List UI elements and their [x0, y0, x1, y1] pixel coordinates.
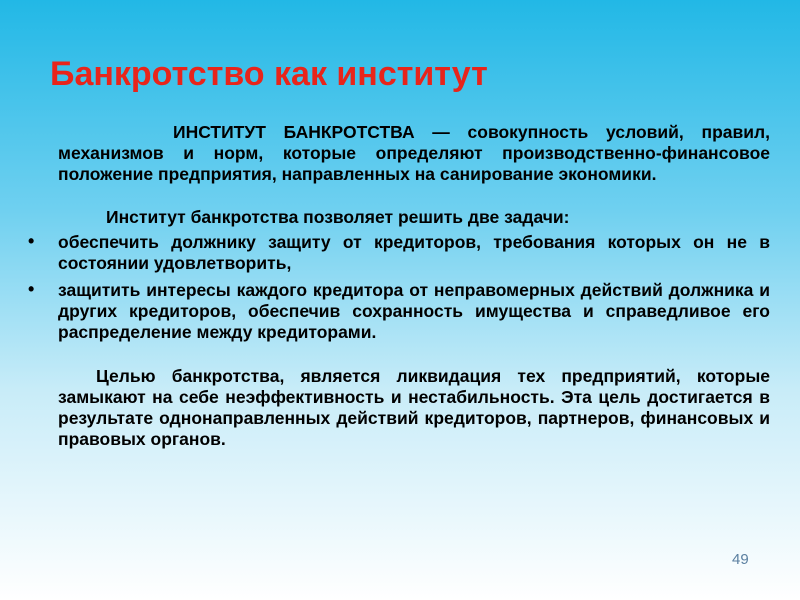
goal-paragraph: Целью банкротства, является ликвидация тех предприятий, которые замыкают на себе неэффективность и нестабильность. Эта цель достигается в результате однонаправленных действий кредиторов, партнеров, финансовых и правовых органов. [58, 366, 770, 449]
slide-title: Банкротство как институт [50, 55, 488, 93]
definition-paragraph: ИНСТИТУТ БАНКРОТСТВА — совокупность условий, правил, механизмов и норм, которые определяют производственно-финансовое положение предприятия, направленных на санирование экономики. [58, 122, 770, 184]
list-item-text: обеспечить должнику защиту от кредиторов, требования которых он не в состоянии удовлетворить, [58, 232, 770, 273]
page-number: 49 [732, 551, 749, 568]
slide-body [28, 122, 770, 450]
bullet-icon: • [28, 279, 35, 299]
bullet-icon: • [28, 231, 35, 251]
list-item [28, 279, 770, 343]
tasks-intro: Институт банкротства позволяет решить две задачи: [106, 207, 570, 227]
task-list [28, 231, 770, 343]
list-item-text: защитить интересы каждого кредитора от неправомерных действий должника и других кредиторов, обеспечив сохранность имущества и справедливое его распределение между кредиторами. [58, 280, 770, 342]
list-item [28, 231, 770, 274]
